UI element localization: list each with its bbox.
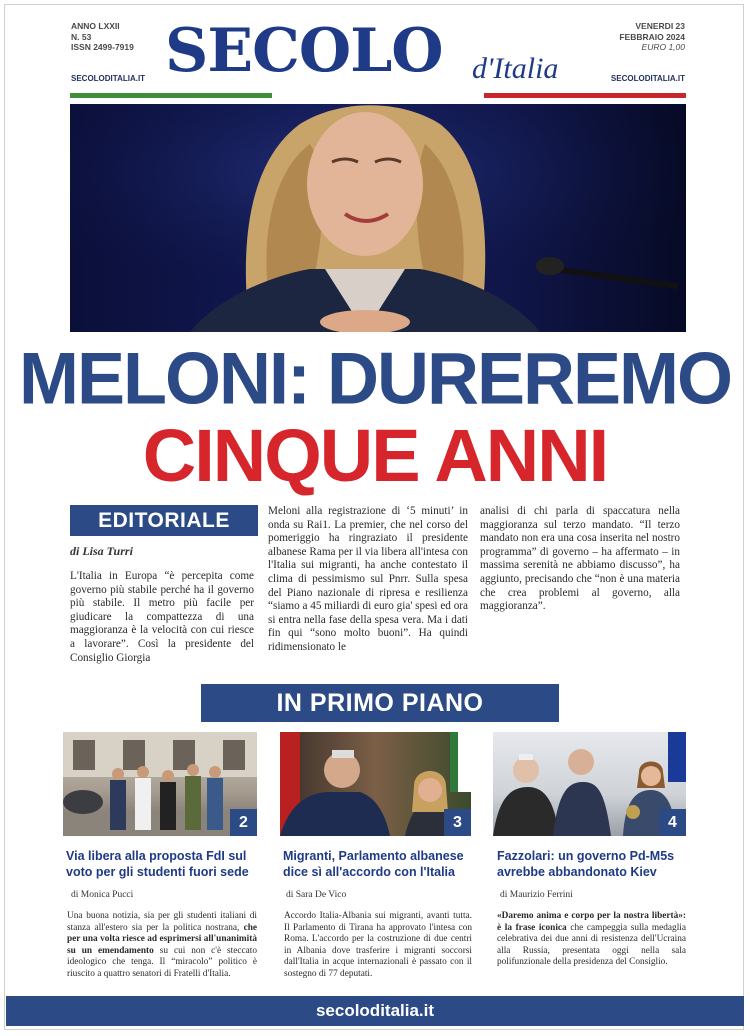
story-number-badge: 3 [444,809,471,836]
story-author: di Sara De Vico [286,890,347,900]
story-photo-medal[interactable] [493,732,686,836]
red-rule [484,93,686,98]
story-author: di Monica Pucci [71,890,134,900]
story-number-badge: 2 [230,809,257,836]
price: EURO 1,00 [641,42,685,52]
headline-line-2[interactable]: CINQUE ANNI [142,414,608,497]
students-illustration [63,732,257,836]
story-title[interactable]: Migranti, Parlamento albanese dice sì all'accordo con l'Italia [283,849,464,879]
date-info [619,21,685,53]
site-link-right[interactable]: SECOLODITALIA.IT [610,74,685,83]
medal-illustration [493,732,686,836]
date-month: FEBBRAIO 2024 [619,31,685,42]
issn: ISSN 2499-7919 [71,42,134,52]
story-author: di Maurizio Ferrini [500,890,573,900]
issue-info [71,21,134,53]
story-number-badge: 4 [659,809,686,836]
editorial-column-1: L'Italia in Europa “è percepita come governo più stabile perché ha il governo più stabile. Il metro più facile per giudicare la compattezza di una maggioranza è la velocità con cui riesce a lavorare”. Così la presidente del Consiglio Giorgia [70,570,254,664]
section-label: IN PRIMO PIANO [201,684,559,722]
story-body: Accordo Italia-Albania sui migranti, avanti tutta. Il Parlamento di Tirana ha approvato l'intesa con Roma. L'accordo per la costruzione di due centri in Albania dove trasferire i migranti soccorsi dall'Italia in acque internazionali è passato con il sostegno di 77 deputati. [284,911,472,979]
headline-line-1[interactable]: MELONI: DUREREMO [19,338,731,420]
story-photo-albania[interactable] [280,732,471,836]
issue-number: N. 53 [71,31,92,42]
story-body: Una buona notizia, sia per gli studenti italiani di stanza all'estero sia per la politica nostrana, che per una volta riesce ad esprimersi all'unanimità su un emendamento su cui non c'è steccato ideologico che tenga. Il “miracolo” politico è riuscito a quattro senatori di Fratelli d'Italia. [67,911,257,979]
story-body: «Daremo anima e corpo per la nostra libertà»: è la frase iconica che campeggia sulla medaglia celebrativa dei due anni di resistenza dell'Ucraina alla Russia, presentata oggi nella sala polifunzionale della presidenza del Consiglio. [497,911,686,968]
story-title[interactable]: Via libera alla proposta FdI sul voto per gli studenti fuori sede [66,849,249,879]
issue-year: ANNO LXXII [71,21,120,31]
green-rule [70,93,272,98]
story-photo-students[interactable] [63,732,257,836]
logo-subtitle: d'Italia [472,52,559,85]
hero-illustration [70,104,686,332]
site-link-left[interactable]: SECOLODITALIA.IT [71,74,146,83]
footer-site-link[interactable]: secoloditalia.it [6,996,744,1026]
editorial-column-2: Meloni alla registrazione di ‘5 minuti’ in onda su Rai1. La premier, che nel corso del pomeriggio ha ringraziato il presidente albanese Rama per il via libera all'intesa con l'Italia sui migranti, ha anche contestato il clima di pessimismo sul Pnrr. Sulla spesa del Piano nazionale di ripresa e resilienza “siamo a 45 miliardi di euro gia' spesi ed ora si entra nella fase della spesa vera. Ma i dati fin qui “sono molto buoni”. Ha quindi ridimensionato le [268,505,468,653]
hero-photo [70,104,686,332]
editorial-label: EDITORIALE [70,505,258,536]
editorial-column-3: analisi di chi parla di spaccatura nella maggioranza sul terzo mandato. “Il terzo mandato non era una cosa inserita nel nostro programma” di governo – ha affermato – in massima serenità ne abbiamo discusso”, ha aggiunto, precisando che “non è una materia che crea problemi al governo, alla maggioranza”. [480,505,680,613]
story-title[interactable]: Fazzolari: un governo Pd-M5s avrebbe abbandonato Kiev [497,849,675,879]
albania-illustration [280,732,471,836]
editorial-author: di Lisa Turri [70,544,133,558]
date-day: VENERDI 23 [635,21,685,31]
logo-title: SECOLO [165,16,443,86]
